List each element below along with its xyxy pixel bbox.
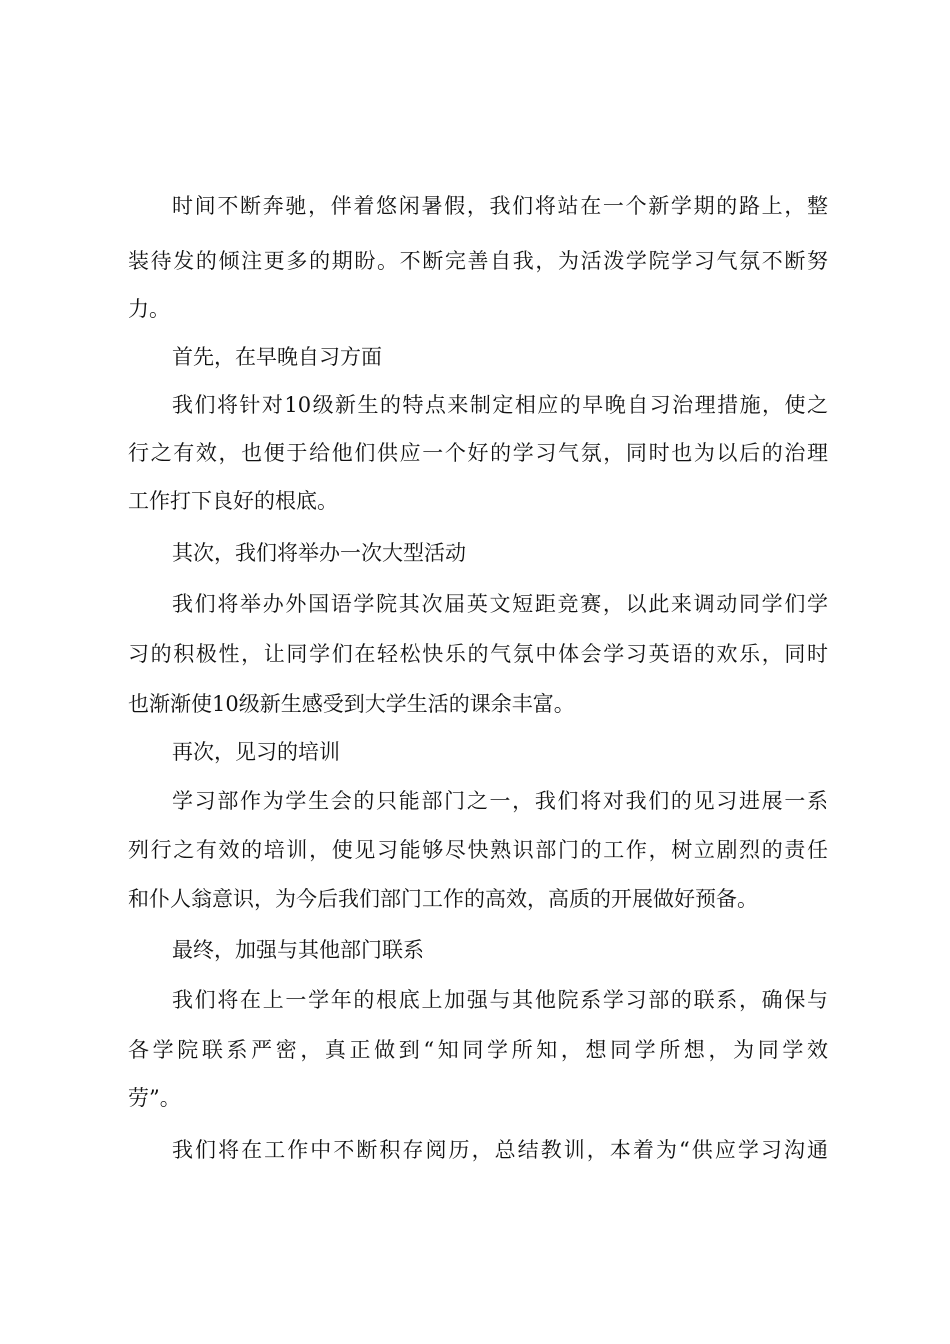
- heading-large-event: 其次，我们将举办一次大型活动: [172, 541, 466, 565]
- paragraph-1-line-3: 力。: [128, 297, 170, 321]
- paragraph-2-line-3: 工作打下良好的根底。: [128, 489, 338, 513]
- paragraph-4-line-2: 列行之有效的培训，使见习能够尽快熟识部门的工作，树立剧烈的责任: [128, 838, 828, 862]
- paragraph-4-line-3: 和仆人翁意识，为今后我们部门工作的高效，高质的开展做好预备。: [128, 887, 758, 911]
- paragraph-2-line-1: 我们将针对10级新生的特点来制定相应的早晚自习治理措施，使之: [172, 393, 828, 417]
- paragraph-1-line-1: 时间不断奔驰，伴着悠闲暑假，我们将站在一个新学期的路上，整: [172, 194, 828, 218]
- paragraph-5-line-2: 各学院联系严密，真正做到“知同学所知，想同学所想，为同学效: [128, 1038, 828, 1062]
- paragraph-6-line-1: 我们将在工作中不断积存阅历，总结教训，本着为“供应学习沟通: [172, 1138, 828, 1162]
- paragraph-5-line-3: 劳”。: [128, 1086, 181, 1110]
- paragraph-2-line-2: 行之有效，也便于给他们供应一个好的学习气氛，同时也为以后的治理: [128, 441, 828, 465]
- heading-early-evening-study: 首先，在早晚自习方面: [172, 345, 382, 369]
- heading-department-contact: 最终，加强与其他部门联系: [172, 938, 424, 962]
- paragraph-5-line-1: 我们将在上一学年的根底上加强与其他院系学习部的联系，确保与: [172, 988, 828, 1012]
- paragraph-1-line-2: 装待发的倾注更多的期盼。不断完善自我，为活泼学院学习气氛不断努: [128, 249, 828, 273]
- paragraph-3-line-2: 习的积极性，让同学们在轻松快乐的气氛中体会学习英语的欢乐，同时: [128, 642, 828, 666]
- paragraph-3-line-1: 我们将举办外国语学院其次届英文短距竞赛，以此来调动同学们学: [172, 592, 828, 616]
- paragraph-3-line-3: 也渐渐使10级新生感受到大学生活的课余丰富。: [128, 692, 575, 716]
- heading-trainee-training: 再次，见习的培训: [172, 740, 340, 764]
- paragraph-4-line-1: 学习部作为学生会的只能部门之一，我们将对我们的见习进展一系: [172, 789, 828, 813]
